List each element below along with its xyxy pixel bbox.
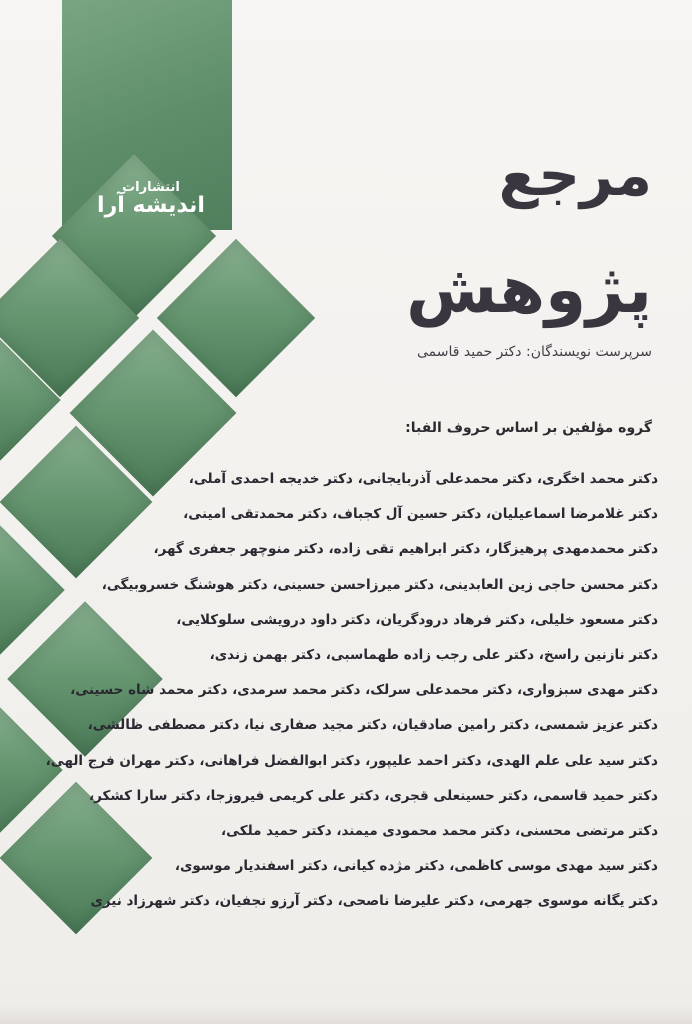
author-line: دکتر محمد اخگری، دکتر محمدعلی آذربایجانی، دکتر خدیجه احمدی آملی، — [188, 471, 658, 487]
editor-line: سرپرست نویسندگان: دکتر حمید قاسمی — [417, 344, 652, 360]
author-line: دکتر مسعود خلیلی، دکتر فرهاد درودگریان، دکتر داود درویشی سلوکلایی، — [176, 611, 658, 628]
author-line: دکتر حمید قاسمی، دکتر حسینعلی قجری، دکتر علی کریمی فیروزجا، دکتر سارا کشکر، — [89, 787, 658, 804]
author-line: دکتر سید علی علم الهدی، دکتر احمد علیپور، دکتر ابوالفضل فراهانی، دکتر مهران فرج الهی، — [45, 752, 658, 769]
publisher-label: انتشارات — [122, 180, 180, 195]
author-line: دکتر عزیز شمسی، دکتر رامین صادقیان، دکتر مجید صفاری نیا، دکتر مصطفی ظالشی، — [87, 717, 658, 734]
author-line: دکتر یگانه موسوی جهرمی، دکتر علیرضا ناصحی، دکتر آرزو نجفیان، دکتر شهرزاد نیری — [90, 893, 658, 910]
author-line: دکتر غلامرضا اسماعیلیان، دکتر حسین آل کجباف، دکتر محمدتقی امینی، — [183, 506, 658, 523]
author-line: دکتر محمدمهدی پرهیزگار، دکتر ابراهیم تقی زاده، دکتر منوچهر جعفری گهر، — [153, 541, 658, 558]
author-line: دکتر مهدی سبزواری، دکتر محمدعلی سرلک، دکتر محمد سرمدی، دکتر محمد شاه حسینی، — [70, 682, 658, 699]
authors-list — [45, 462, 658, 919]
authors-heading: گروه مؤلفین بر اساس حروف الفبا: — [405, 420, 652, 436]
author-line: دکتر سید مهدی موسی کاظمی، دکتر مژده کیانی، دکتر اسفندیار موسوی، — [174, 858, 658, 875]
bottom-edge-shade — [0, 1004, 692, 1024]
author-line: دکتر مرتضی محسنی، دکتر محمد محمودی میمند، دکتر حمید ملکی، — [220, 822, 658, 839]
publisher-name: اندیشه آرا — [97, 193, 205, 218]
title-line-2: پژوهش — [406, 251, 652, 328]
publisher-logo — [88, 180, 214, 217]
title-line-1: مرجع — [498, 141, 652, 209]
author-line: دکتر نازنین راسخ، دکتر علی رجب زاده طهماسبی، دکتر بهمن زندی، — [209, 646, 658, 663]
author-line: دکتر محسن حاجی زین العابدینی، دکتر میرزاحسن حسینی، دکتر هوشنگ خسروبیگی، — [101, 576, 658, 593]
